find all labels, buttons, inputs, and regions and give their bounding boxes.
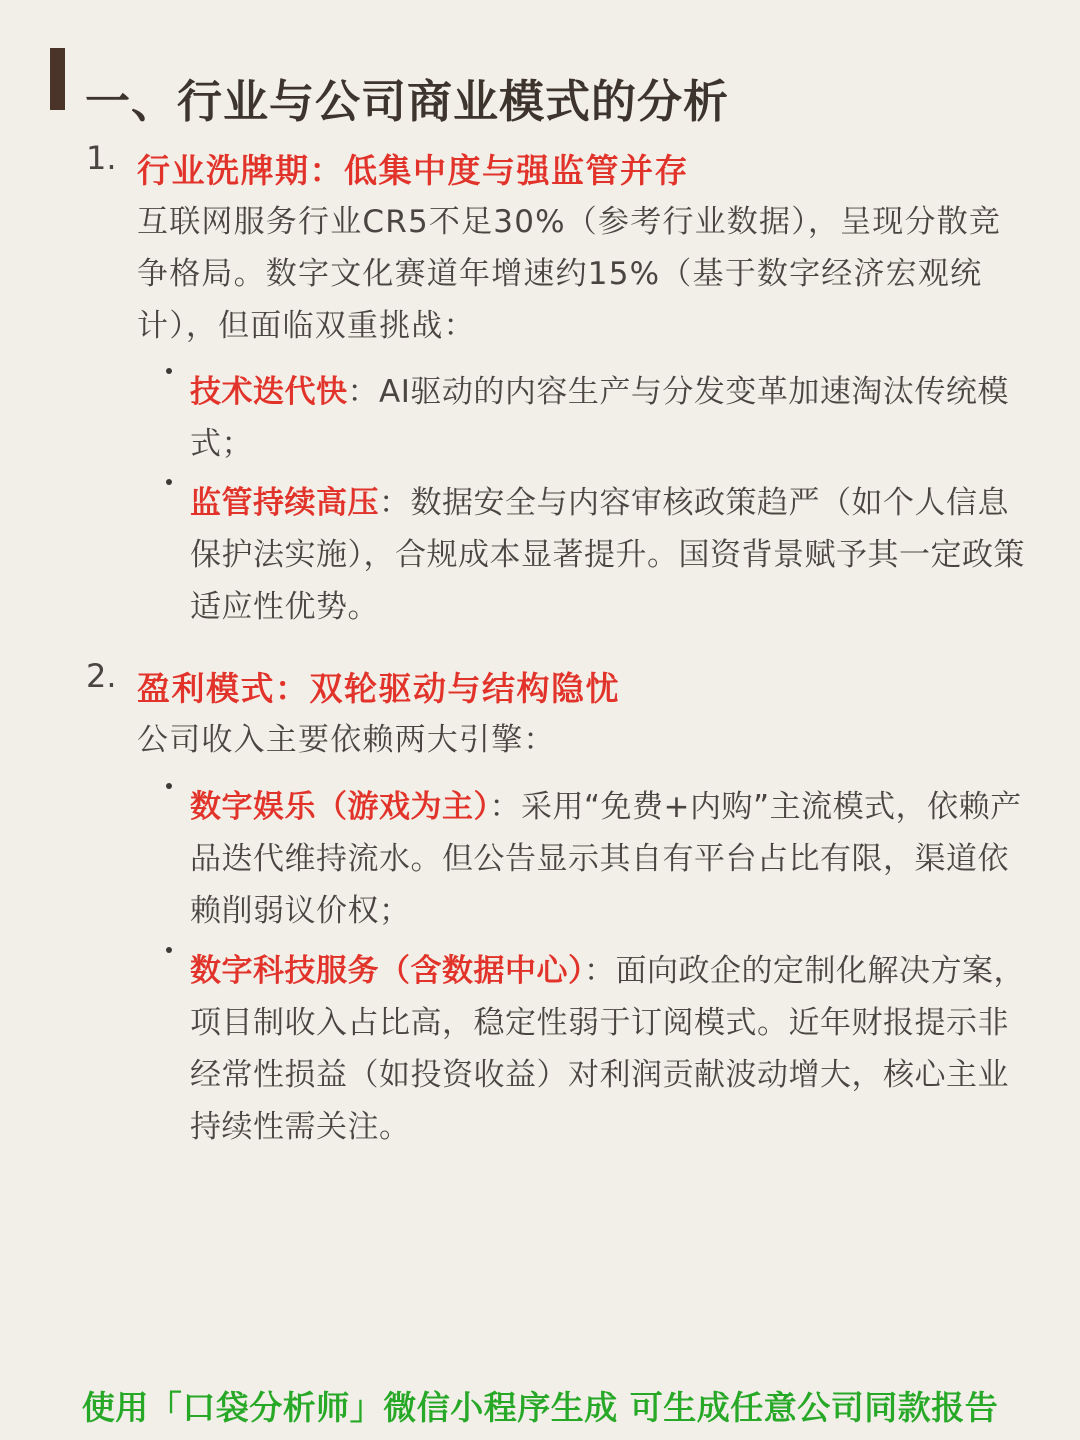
section-number: 1. [86, 139, 117, 177]
page-title: 一、行业与公司商业模式的分析 [85, 75, 730, 128]
title-accent-bar [50, 48, 65, 110]
bullet-body: ：面向政企的定制化解决方案，项目制收入占比高，稳定性弱于订阅模式。近年财报提示非经常性损益（如投资收益）对利润贡献波动增大，核心主业持续性需关注。 [190, 953, 1025, 1145]
footer-promo: 使用「口袋分析师」微信小程序生成 可生成任意公司同款报告 [81, 1388, 999, 1427]
section-number: 2. [86, 657, 117, 695]
bullet-dot [166, 947, 172, 953]
bullet-body: ：AI驱动的内容生产与分发变革加速淘汰传统模式； [190, 374, 1009, 462]
bullet-dot [166, 368, 172, 374]
bullet-item [166, 781, 1026, 937]
bullet-text [166, 477, 1026, 633]
section-intro: 公司收入主要依赖两大引擎： [137, 722, 556, 758]
bullet-label: 数字科技服务（含数据中心） [190, 953, 584, 989]
bullet-text [166, 366, 1026, 470]
section-heading: 行业洗牌期：低集中度与强监管并存 [137, 151, 689, 190]
bullet-item [166, 477, 1026, 633]
bullet-text [166, 945, 1026, 1153]
bullet-label: 数字娱乐（游戏为主） [190, 789, 490, 825]
bullet-body: ：采用“免费+内购”主流模式，依赖产品迭代维持流水。但公告显示其自有平台占比有限，渠道依赖削弱议价权； [190, 789, 1022, 929]
bullet-dot [166, 479, 172, 485]
bullet-label: 监管持续高压 [190, 485, 379, 521]
bullet-body: ：数据安全与内容审核政策趋严（如个人信息保护法实施），合规成本显著提升。国资背景赋予其一定政策适应性优势。 [190, 485, 1025, 625]
bullet-item [166, 945, 1026, 1153]
section-heading: 盈利模式：双轮驱动与结构隐忧 [137, 669, 620, 708]
bullet-label: 技术迭代快 [190, 374, 348, 410]
bullet-item [166, 366, 1026, 470]
bullet-text [166, 781, 1026, 937]
bullet-dot [166, 783, 172, 789]
section-intro: 互联网服务行业CR5不足30%（参考行业数据），呈现分散竞争格局。数字文化赛道年增速约15%（基于数字经济宏观统计），但面临双重挑战： [137, 204, 1002, 344]
